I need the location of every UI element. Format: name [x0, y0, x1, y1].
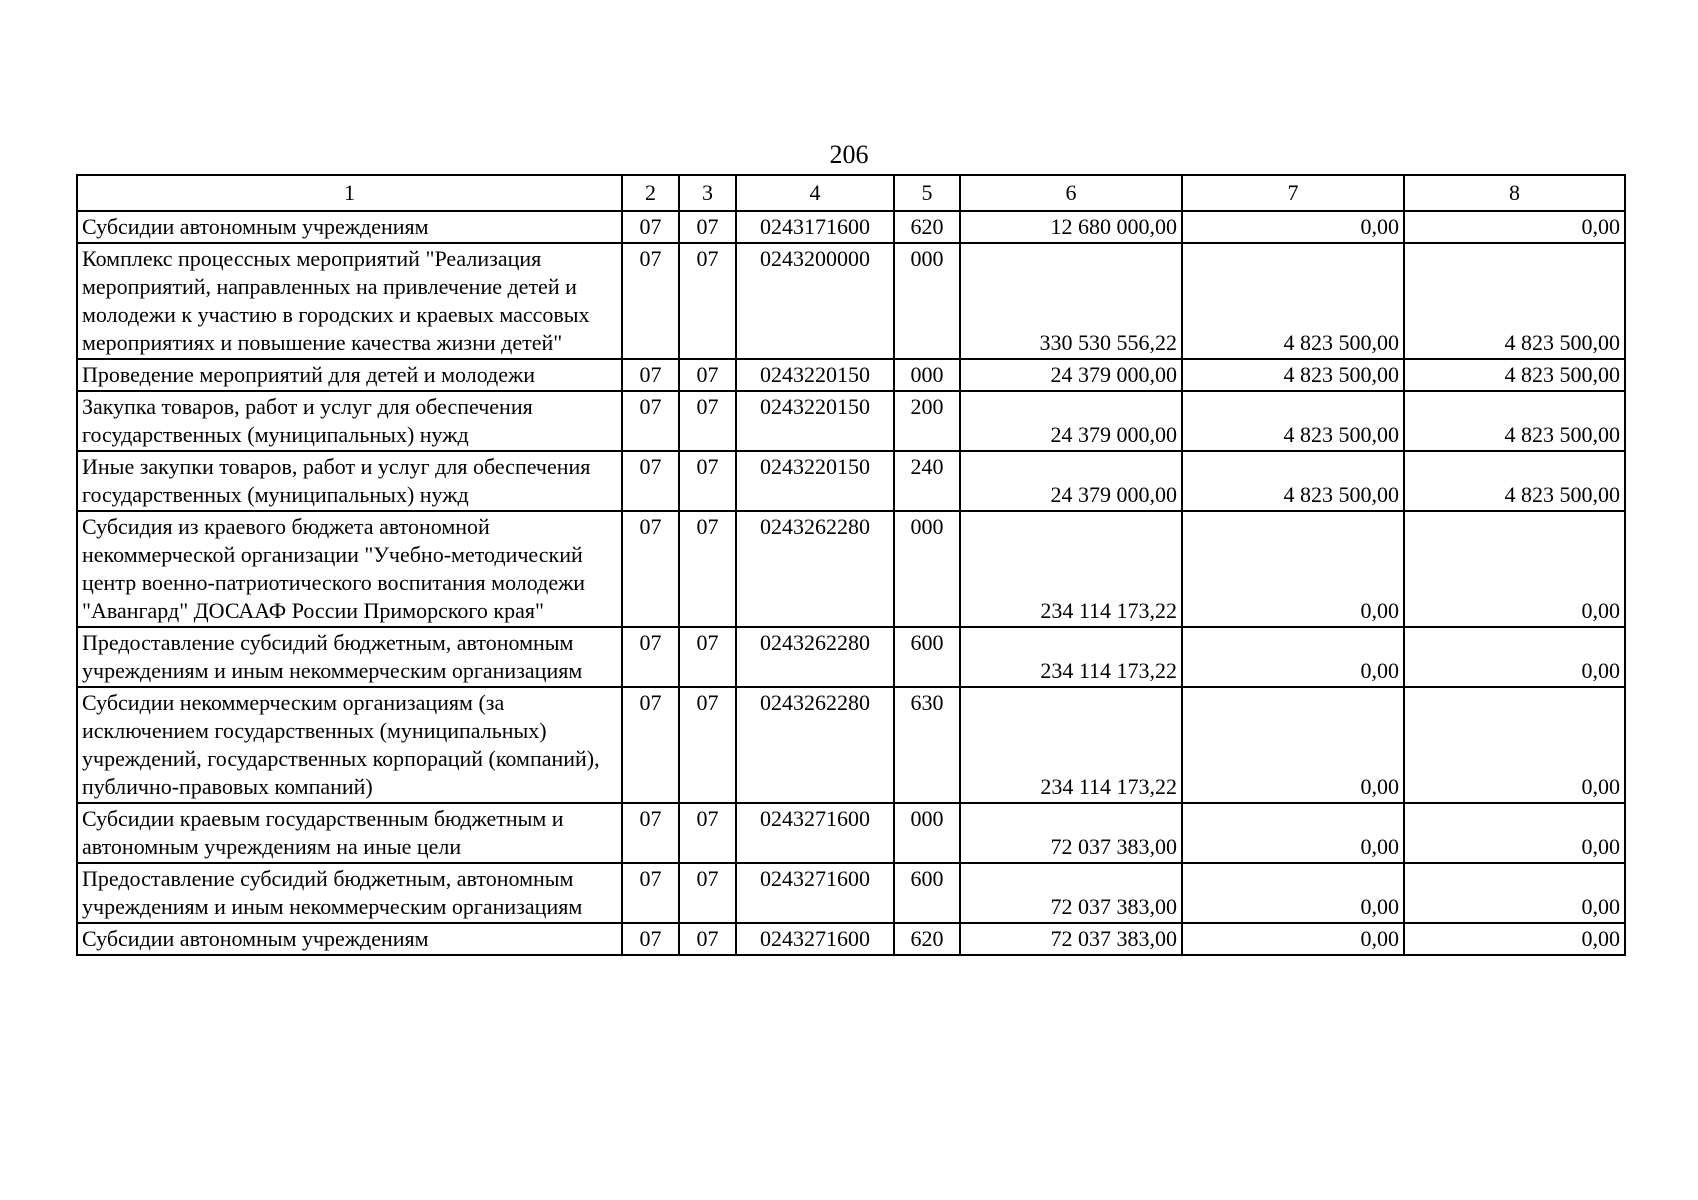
- row-expense-type: 620: [894, 923, 960, 955]
- row-amount-col8: 4 823 500,00: [1404, 391, 1625, 451]
- row-amount-col6: 24 379 000,00: [960, 451, 1182, 511]
- row-expense-type: 600: [894, 627, 960, 687]
- column-header: 8: [1404, 175, 1625, 211]
- row-target-code: 0243220150: [736, 391, 894, 451]
- row-expense-type: 240: [894, 451, 960, 511]
- table-row: [77, 627, 1625, 687]
- row-section: 07: [622, 451, 679, 511]
- row-name: Субсидия из краевого бюджета автономной некоммерческой организации "Учебно-методический центр военно-патриотического воспитания молодежи "Авангард" ДОСААФ России Приморского края": [77, 511, 622, 627]
- row-name: Субсидии некоммерческим организациям (за исключением государственных (муниципальных) учреждений, государственных корпораций (компаний), публично-правовых компаний): [77, 687, 622, 803]
- column-header: 2: [622, 175, 679, 211]
- row-subsection: 07: [679, 211, 736, 243]
- row-expense-type: 000: [894, 243, 960, 359]
- row-expense-type: 200: [894, 391, 960, 451]
- row-name: Комплекс процессных мероприятий "Реализация мероприятий, направленных на привлечение детей и молодежи к участию в городских и краевых массовых мероприятиях и повышение качества жизни детей": [77, 243, 622, 359]
- row-amount-col7: 0,00: [1182, 511, 1404, 627]
- table-row: [77, 923, 1625, 955]
- row-expense-type: 000: [894, 359, 960, 391]
- row-amount-col8: 0,00: [1404, 923, 1625, 955]
- table-row: [77, 359, 1625, 391]
- row-subsection: 07: [679, 391, 736, 451]
- row-subsection: 07: [679, 243, 736, 359]
- row-amount-col6: 234 114 173,22: [960, 511, 1182, 627]
- row-target-code: 0243262280: [736, 511, 894, 627]
- row-subsection: 07: [679, 627, 736, 687]
- row-amount-col8: 0,00: [1404, 211, 1625, 243]
- row-amount-col6: 24 379 000,00: [960, 359, 1182, 391]
- row-section: 07: [622, 863, 679, 923]
- row-target-code: 0243220150: [736, 451, 894, 511]
- table-header-row: [77, 175, 1625, 211]
- row-target-code: 0243271600: [736, 923, 894, 955]
- row-section: 07: [622, 243, 679, 359]
- row-section: 07: [622, 211, 679, 243]
- table-row: [77, 391, 1625, 451]
- row-amount-col8: 4 823 500,00: [1404, 359, 1625, 391]
- row-name: Субсидии краевым государственным бюджетным и автономным учреждениям на иные цели: [77, 803, 622, 863]
- row-amount-col8: 4 823 500,00: [1404, 451, 1625, 511]
- row-section: 07: [622, 803, 679, 863]
- table-row: [77, 211, 1625, 243]
- row-amount-col7: 0,00: [1182, 211, 1404, 243]
- row-section: 07: [622, 391, 679, 451]
- row-amount-col7: 4 823 500,00: [1182, 359, 1404, 391]
- table-row: [77, 243, 1625, 359]
- row-name: Субсидии автономным учреждениям: [77, 211, 622, 243]
- row-target-code: 0243200000: [736, 243, 894, 359]
- row-target-code: 0243171600: [736, 211, 894, 243]
- row-section: 07: [622, 627, 679, 687]
- column-header: 6: [960, 175, 1182, 211]
- row-amount-col6: 72 037 383,00: [960, 923, 1182, 955]
- row-amount-col7: 0,00: [1182, 863, 1404, 923]
- row-target-code: 0243271600: [736, 863, 894, 923]
- row-subsection: 07: [679, 359, 736, 391]
- row-amount-col8: 0,00: [1404, 687, 1625, 803]
- row-expense-type: 000: [894, 803, 960, 863]
- row-amount-col6: 12 680 000,00: [960, 211, 1182, 243]
- row-expense-type: 600: [894, 863, 960, 923]
- row-amount-col8: 0,00: [1404, 803, 1625, 863]
- row-target-code: 0243262280: [736, 687, 894, 803]
- row-name: Иные закупки товаров, работ и услуг для обеспечения государственных (муниципальных) нужд: [77, 451, 622, 511]
- row-amount-col7: 0,00: [1182, 627, 1404, 687]
- row-target-code: 0243262280: [736, 627, 894, 687]
- row-amount-col8: 0,00: [1404, 511, 1625, 627]
- row-subsection: 07: [679, 687, 736, 803]
- row-subsection: 07: [679, 923, 736, 955]
- row-subsection: 07: [679, 451, 736, 511]
- row-amount-col8: 4 823 500,00: [1404, 243, 1625, 359]
- table-row: [77, 511, 1625, 627]
- row-name: Закупка товаров, работ и услуг для обеспечения государственных (муниципальных) нужд: [77, 391, 622, 451]
- table-body: [77, 211, 1625, 955]
- row-section: 07: [622, 511, 679, 627]
- row-subsection: 07: [679, 803, 736, 863]
- row-amount-col7: 0,00: [1182, 803, 1404, 863]
- row-name: Предоставление субсидий бюджетным, автономным учреждениям и иным некоммерческим организациям: [77, 627, 622, 687]
- row-subsection: 07: [679, 863, 736, 923]
- row-amount-col6: 72 037 383,00: [960, 863, 1182, 923]
- row-amount-col7: 4 823 500,00: [1182, 243, 1404, 359]
- column-header: 5: [894, 175, 960, 211]
- row-amount-col6: 72 037 383,00: [960, 803, 1182, 863]
- row-name: Предоставление субсидий бюджетным, автономным учреждениям и иным некоммерческим организациям: [77, 863, 622, 923]
- column-header: 3: [679, 175, 736, 211]
- table-row: [77, 863, 1625, 923]
- page-number: 206: [829, 140, 869, 169]
- row-amount-col8: 0,00: [1404, 863, 1625, 923]
- row-section: 07: [622, 359, 679, 391]
- row-name: Проведение мероприятий для детей и молодежи: [77, 359, 622, 391]
- row-amount-col8: 0,00: [1404, 627, 1625, 687]
- row-section: 07: [622, 687, 679, 803]
- table-row: [77, 803, 1625, 863]
- table-row: [77, 687, 1625, 803]
- row-target-code: 0243271600: [736, 803, 894, 863]
- column-header: 1: [77, 175, 622, 211]
- row-expense-type: 000: [894, 511, 960, 627]
- row-name: Субсидии автономным учреждениям: [77, 923, 622, 955]
- row-amount-col6: 330 530 556,22: [960, 243, 1182, 359]
- row-subsection: 07: [679, 511, 736, 627]
- column-header: 4: [736, 175, 894, 211]
- row-amount-col6: 24 379 000,00: [960, 391, 1182, 451]
- table-row: [77, 451, 1625, 511]
- row-target-code: 0243220150: [736, 359, 894, 391]
- row-amount-col7: 0,00: [1182, 687, 1404, 803]
- row-amount-col7: 4 823 500,00: [1182, 391, 1404, 451]
- column-header: 7: [1182, 175, 1404, 211]
- row-amount-col7: 0,00: [1182, 923, 1404, 955]
- row-section: 07: [622, 923, 679, 955]
- row-amount-col6: 234 114 173,22: [960, 687, 1182, 803]
- row-expense-type: 620: [894, 211, 960, 243]
- budget-table: [76, 174, 1626, 956]
- row-amount-col6: 234 114 173,22: [960, 627, 1182, 687]
- row-expense-type: 630: [894, 687, 960, 803]
- row-amount-col7: 4 823 500,00: [1182, 451, 1404, 511]
